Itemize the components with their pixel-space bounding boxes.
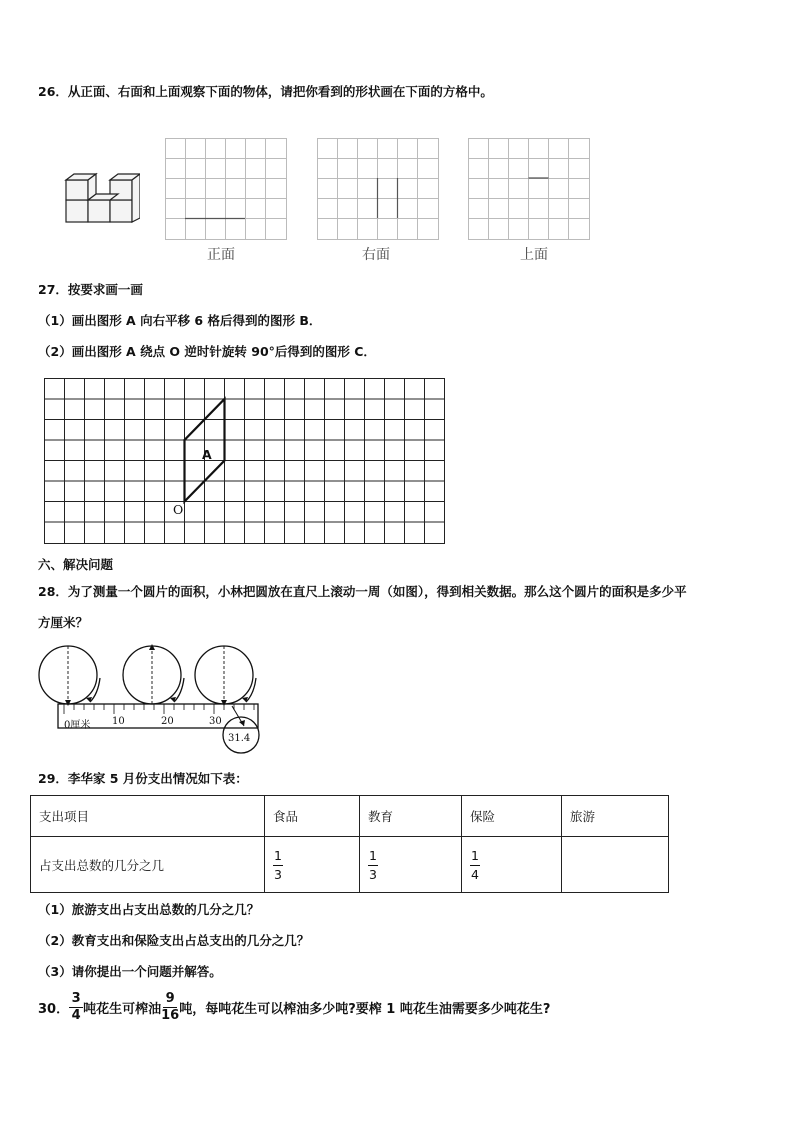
cell-education <box>360 837 462 893</box>
ruler-reading: 31.4 <box>228 733 251 744</box>
front-view-grid[interactable] <box>165 138 287 240</box>
header-item: 支出项目 <box>31 796 265 837</box>
top-view-grid[interactable] <box>468 138 590 240</box>
cell-travel-answer[interactable] <box>562 837 669 893</box>
table-header-row <box>31 796 669 837</box>
label-a: A <box>202 447 212 462</box>
q29-title: 29．李华家 5 月份支出情况如下表： <box>38 771 248 786</box>
ruler-label-10: 10 <box>112 716 125 727</box>
q27-item2: （2）画出图形 A 绕点 O 逆时针旋转 90°后得到的图形 C． <box>38 344 376 359</box>
ruler-label-0: 0厘米 <box>64 720 91 731</box>
q27-item1: （1）画出图形 A 向右平移 6 格后得到的图形 B． <box>38 313 322 328</box>
label-o: O <box>173 502 184 517</box>
q28-line1: 28．为了测量一个圆片的面积，小林把圆放在直尺上滚动一周（如图），得到相关数据。那么这个圆片的面积是多少平 <box>38 584 687 599</box>
fraction-3-4: 3 4 <box>69 992 83 1023</box>
cell-food <box>265 837 360 893</box>
cube-figure <box>60 170 140 232</box>
caption-front: 正面 <box>207 247 235 263</box>
fraction-9-16: 9 16 <box>161 991 180 1023</box>
header-insurance: 保险 <box>462 796 562 837</box>
right-view-grid[interactable] <box>317 138 439 240</box>
q26-text: 26．从正面、右面和上面观察下面的物体，请把你看到的形状画在下面的方格中。 <box>38 84 493 99</box>
q30-suffix: 吨，每吨花生可以榨油多少吨?要榨 1 吨花生油需要多少吨花生? <box>179 1002 551 1017</box>
fraction-insurance: $\frac{1}{4}$ <box>471 847 479 882</box>
expense-table <box>30 795 669 893</box>
header-food: 食品 <box>265 796 360 837</box>
fraction-food: $\frac{1}{3}$ <box>274 847 282 882</box>
q27-title: 27．按要求画一画 <box>38 282 143 297</box>
q30-mid: 吨花生可榨油 <box>83 1002 162 1017</box>
q29-sub1: （1）旅游支出占支出总数的几分之几？ <box>38 902 260 917</box>
q30-prefix: 30． <box>38 1002 70 1017</box>
drawing-grid[interactable] <box>44 378 445 544</box>
header-education: 教育 <box>360 796 462 837</box>
header-travel: 旅游 <box>562 796 669 837</box>
caption-right: 右面 <box>362 247 390 263</box>
cell-insurance <box>462 837 562 893</box>
section-six-title: 六、解决问题 <box>38 557 114 572</box>
q29-sub2: （2）教育支出和保险支出占总支出的几分之几？ <box>38 933 310 948</box>
q30-text <box>38 992 550 1023</box>
fraction-education: $\frac{1}{3}$ <box>369 847 377 882</box>
ruler-label-20: 20 <box>161 716 174 727</box>
q28-line2: 方厘米？ <box>38 615 89 630</box>
ruler-label-30: 30 <box>209 716 222 727</box>
row-label: 占支出总数的几分之几 <box>31 837 265 893</box>
caption-top: 上面 <box>520 247 548 263</box>
q29-sub3: （3）请你提出一个问题并解答。 <box>38 964 222 979</box>
table-row <box>31 837 669 893</box>
